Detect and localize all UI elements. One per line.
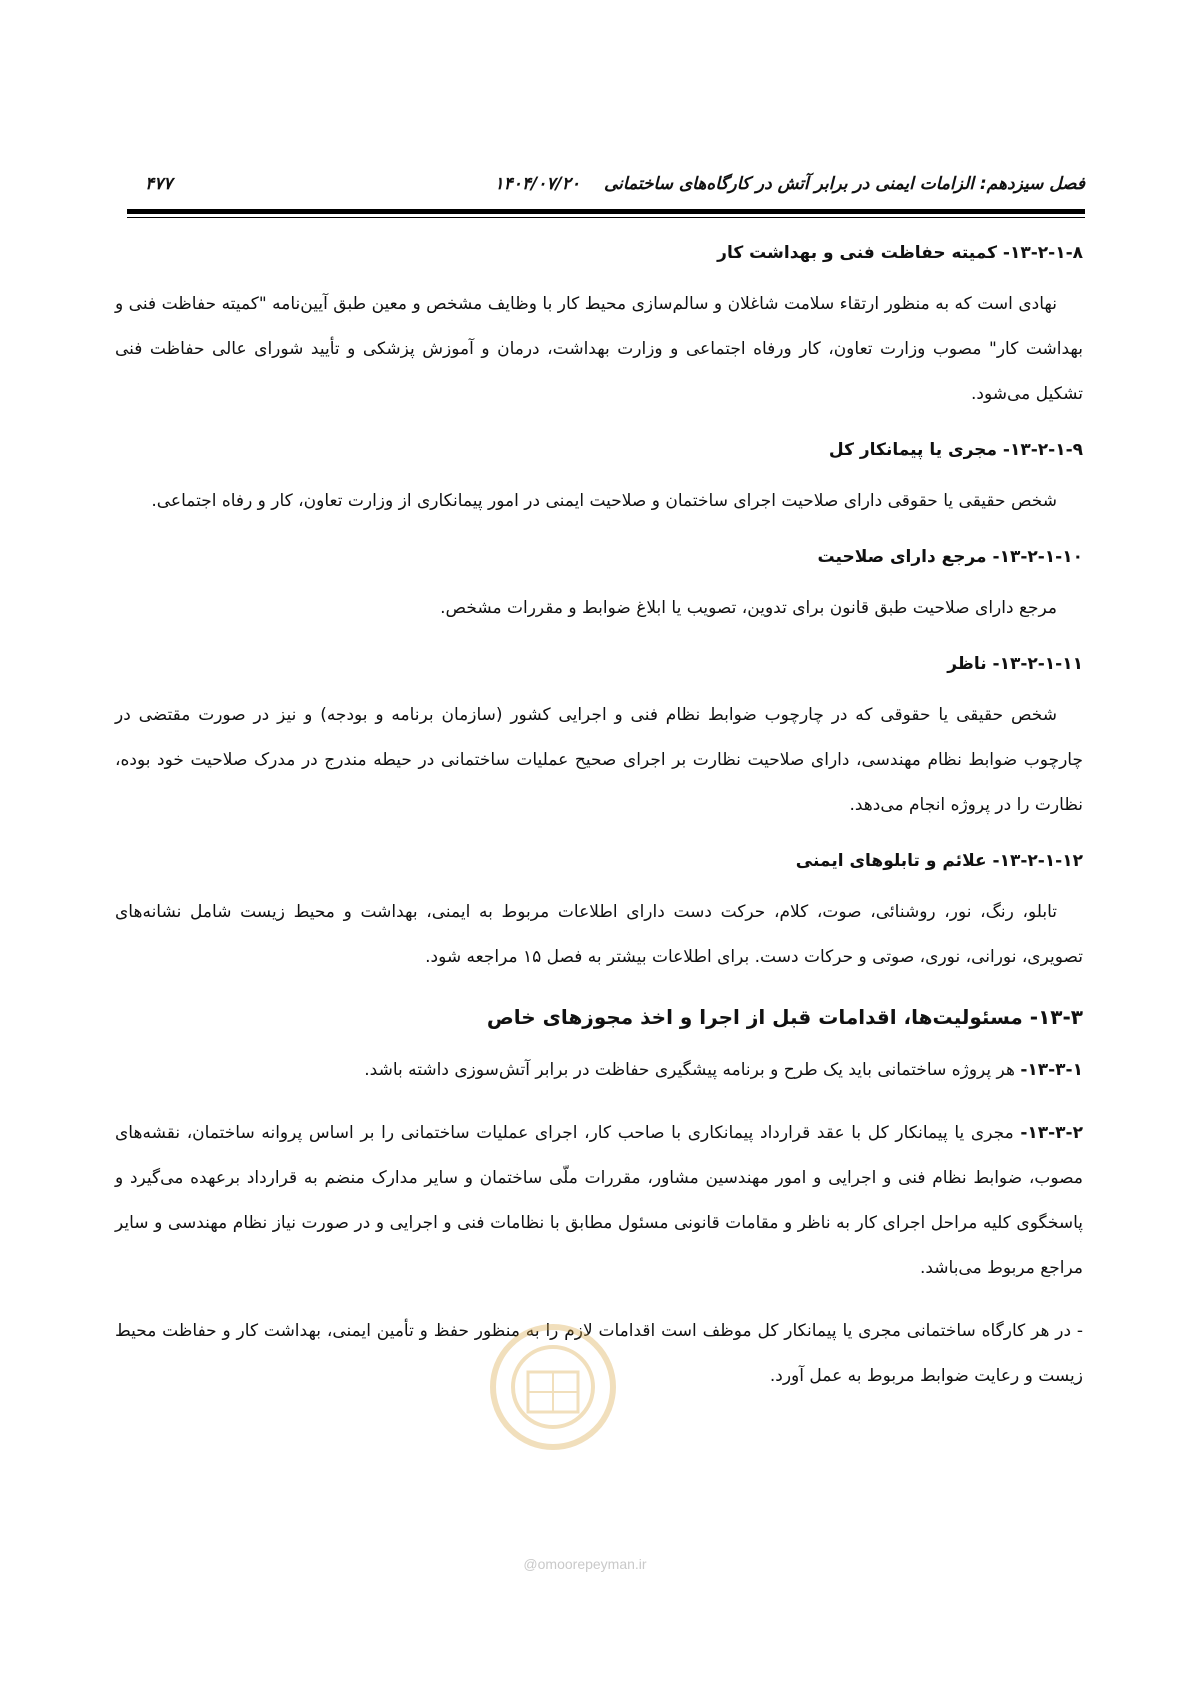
section-heading-9: ۱۳-۲-۱-۹- مجری یا پیمانکار کل — [828, 440, 1083, 460]
section-body-12: تابلو، رنگ، نور، روشنائی، صوت، کلام، حرکت دست دارای اطلاعات مربوط به ایمنی، بهداشت و محیط زیست شامل نشانه‌های تصویری، نورانی، نوری، صوتی و حرکات دست. برای اطلاعات بیشتر به فصل ۱۵ مراجعه شود. — [115, 902, 1083, 967]
header-rule-thick — [127, 209, 1085, 214]
header-date: ۱۴۰۴/۰۷/۲۰ — [494, 174, 580, 194]
header-rule-thin — [127, 217, 1085, 218]
section-body-10: مرجع دارای صلاحیت طبق قانون برای تدوین، تصویب یا ابلاغ ضوابط و مقررات مشخص. — [440, 598, 1057, 618]
watermark-text: @omoorepeyman.ir — [523, 1556, 647, 1572]
main-section-heading: ۱۳-۳- مسئولیت‌ها، اقدامات قبل از اجرا و اخذ مجوزهای خاص — [486, 1005, 1083, 1029]
item-text: هر پروژه ساختمانی باید یک طرح و برنامه پیشگیری حفاظت در برابر آتش‌سوزی داشته باشد. — [364, 1060, 1021, 1080]
watermark-logo-icon — [478, 1312, 628, 1462]
item-number: ۱۳-۳-۱- — [1020, 1060, 1083, 1080]
section-heading-12: ۱۳-۲-۱-۱۲- علائم و تابلوهای ایمنی — [795, 851, 1083, 871]
page-content — [115, 238, 1083, 1417]
page-number: ۴۷۷ — [145, 174, 173, 194]
section-body-9: شخص حقیقی یا حقوقی دارای صلاحیت اجرای ساختمان و صلاحیت ایمنی در امور پیمانکاری از وزارت تعاون، کار و رفاه اجتماعی. — [151, 491, 1057, 511]
section-heading-8: ۱۳-۲-۱-۸- کمیته حفاظت فنی و بهداشت کار — [717, 243, 1083, 263]
item-text: مجری یا پیمانکار کل با عقد قرارداد پیمانکاری با صاحب کار، اجرای عملیات ساختمانی را بر اساس پروانه ساختمان، نقشه‌های مصوب، ضوابط نظام فنی و اجرایی و امور مهندسین مشاور، مقررات ملّی ساختمان و سایر مدارک منضم به قرارداد برعهده می‌گیرد و پاسخگوی کلیه مراحل اجرای کار به ناظر و مقامات قانونی مسئول مطابق با نظامات فنی و اجرایی و در صورت نیاز نظام مهندسی و سایر مراجع مربوط می‌باشد. — [115, 1123, 1083, 1278]
section-body-8: نهادی است که به منظور ارتقاء سلامت شاغلان و سالم‌سازی محیط کار با وظایف مشخص و معین طبق آیین‌نامه "کمیته حفاظت فنی و بهداشت کار" مصوب وزارت تعاون، کار ورفاه اجتماعی و وزارت بهداشت، درمان و آموزش پزشکی و تأیید شورای عالی حفاظت فنی تشکیل می‌شود. — [115, 294, 1083, 404]
item-13-3-2 — [115, 1111, 1083, 1291]
page-header — [127, 168, 1085, 208]
section-body-11: شخص حقیقی یا حقوقی که در چارچوب ضوابط نظام فنی و اجرایی کشور (سازمان برنامه و بودجه) و نیز در صورت مقتضی در چارچوب ضوابط نظام مهندسی، دارای صلاحیت نظارت بر اجرای صحیح عملیات ساختمانی در حیطه مندرج در مدرک صلاحیت خود بوده، نظارت را در پروژه انجام می‌دهد. — [115, 705, 1083, 815]
item-13-3-1 — [115, 1048, 1083, 1093]
section-heading-11: ۱۳-۲-۱-۱۱- ناظر — [947, 654, 1083, 674]
chapter-title: فصل سیزدهم: الزامات ایمنی در برابر آتش در کارگاه‌های ساختمانی — [603, 174, 1085, 194]
item-number: ۱۳-۳-۲- — [1020, 1123, 1083, 1143]
item-text: - در هر کارگاه ساختمانی مجری یا پیمانکار کل موظف است اقدامات لازم را به منظور حفظ و تأمین ایمنی، بهداشت کار و حفاظت محیط زیست و رعایت ضوابط مربوط به عمل آورد. — [115, 1321, 1083, 1386]
section-heading-10: ۱۳-۲-۱-۱۰- مرجع دارای صلاحیت — [817, 547, 1083, 567]
